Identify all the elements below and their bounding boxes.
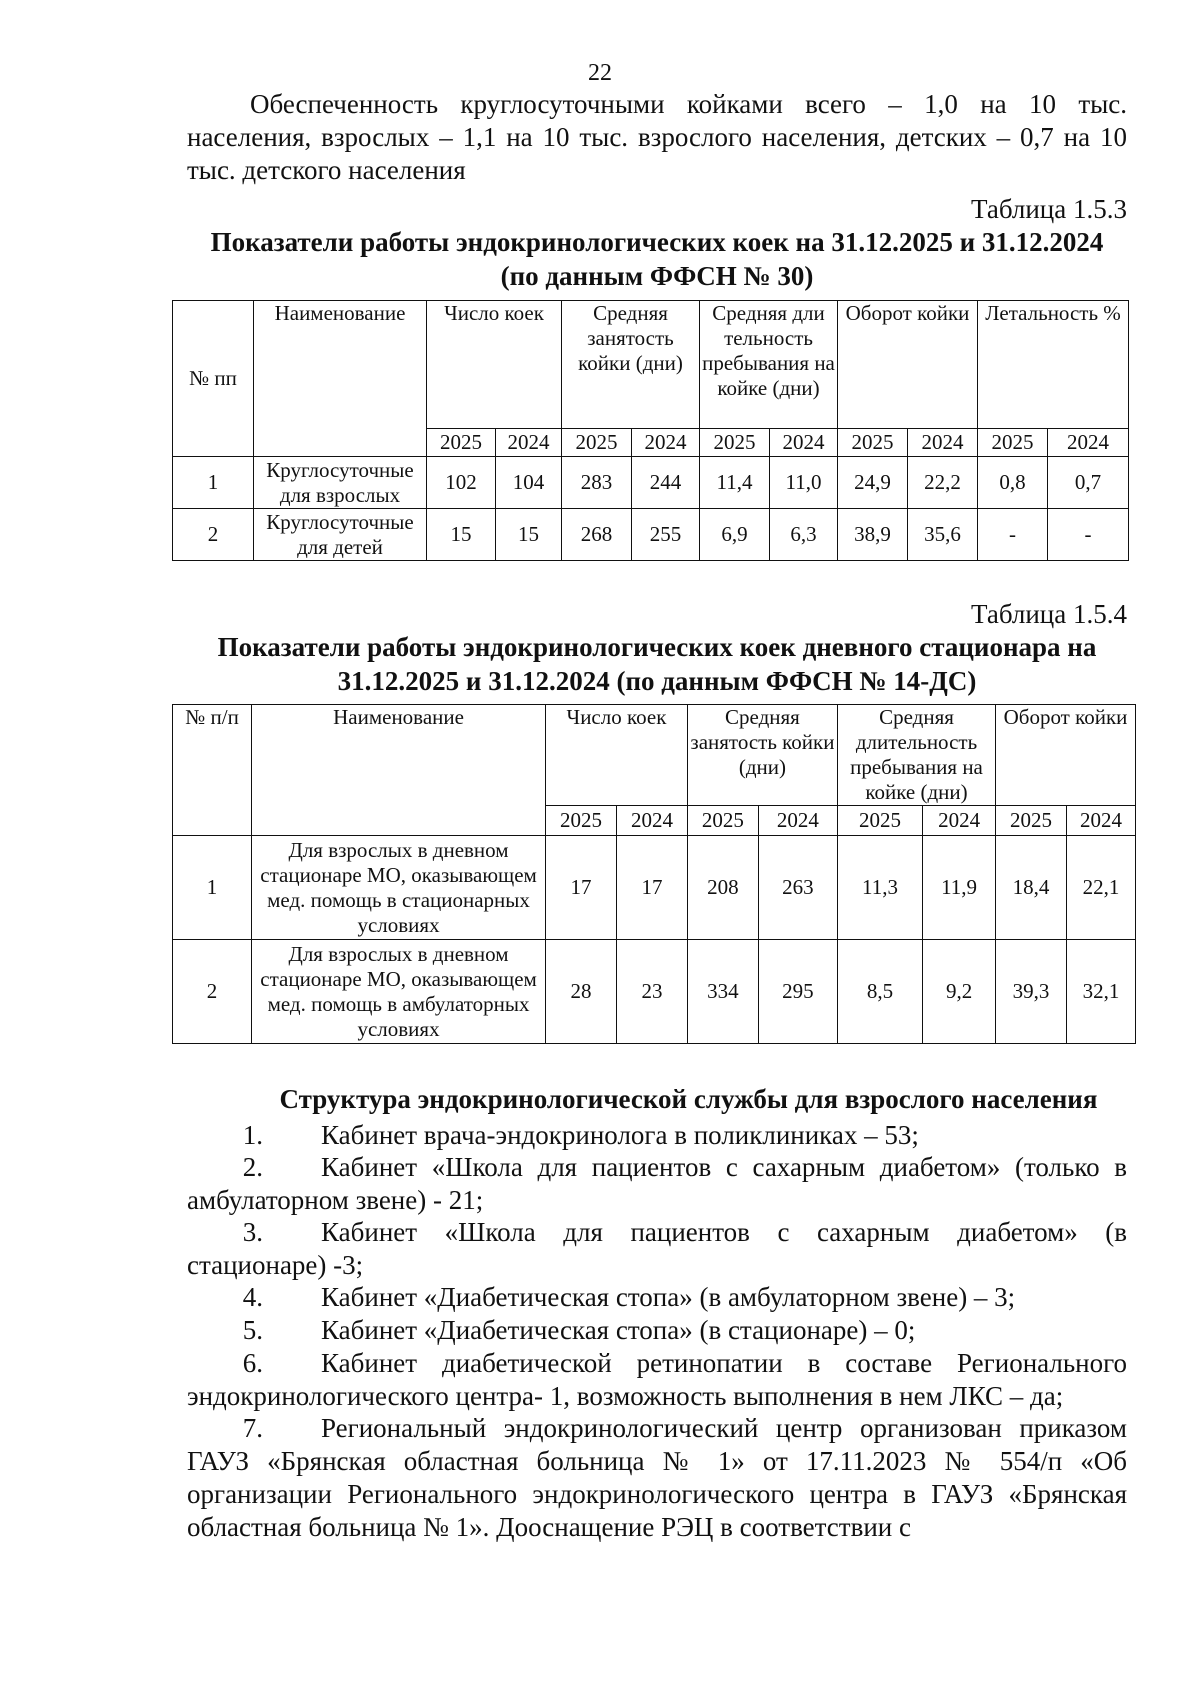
table-cell: 22,1	[1067, 836, 1136, 940]
table1-year: 2024	[908, 429, 978, 457]
table1-header-turnover: Оборот койки	[838, 301, 978, 429]
table-cell: 244	[632, 457, 700, 509]
list-item-number: 6.	[242, 1348, 263, 1378]
table-cell: 208	[687, 836, 758, 940]
table-cell: 15	[427, 509, 496, 561]
table2-title-line2: 31.12.2025 и 31.12.2024 (по данным ФФСН № 14-ДС)	[337, 666, 977, 696]
table2-year: 2025	[837, 806, 922, 836]
table2-year: 2024	[923, 806, 996, 836]
table2-year: 2025	[996, 806, 1067, 836]
table2-year: 2024	[616, 806, 687, 836]
table1-header-duration: Средняя дли тельность пребывания на койке (дни)	[700, 301, 838, 429]
table-cell: 22,2	[908, 457, 978, 509]
table2-year: 2024	[758, 806, 837, 836]
table-cell: 38,9	[838, 509, 908, 561]
table2-header-occupancy: Средняя занятость койки (дни)	[687, 705, 837, 806]
intro-paragraph	[187, 88, 1127, 187]
table1-header-lethality: Летальность %	[978, 301, 1129, 429]
table1-title-line2: (по данным ФФСН № 30)	[500, 261, 814, 291]
table-cell: 6,9	[700, 509, 770, 561]
table1-year: 2025	[700, 429, 770, 457]
table-cell: 104	[496, 457, 562, 509]
table1-header-beds: Число коек	[427, 301, 562, 429]
table-cell: 0,8	[978, 457, 1048, 509]
table-cell: 17	[616, 836, 687, 940]
table-cell: 102	[427, 457, 496, 509]
list-item	[187, 1412, 1127, 1544]
table-cell: 6,3	[770, 509, 838, 561]
table-row	[173, 509, 1129, 561]
list-item-text: Кабинет «Диабетическая стопа» (в амбулаторном звене) – 3;	[321, 1282, 1016, 1312]
table1-row1-name: Круглосуточные для взрослых	[254, 457, 427, 509]
list-item	[187, 1347, 1127, 1413]
list-item	[187, 1281, 1127, 1314]
table-cell: 295	[758, 940, 837, 1044]
table2-year: 2025	[687, 806, 758, 836]
table1-row2-name: Круглосуточные для детей	[254, 509, 427, 561]
table2-row1-num: 1	[173, 836, 252, 940]
list-item-number: 2.	[242, 1152, 263, 1182]
table-row	[173, 836, 1136, 940]
table-cell: 17	[546, 836, 617, 940]
table-cell: 255	[632, 509, 700, 561]
table1-year: 2024	[632, 429, 700, 457]
list-item-text: Региональный эндокринологический центр организован приказом ГАУЗ «Брянская областная больница № 1» от 17.11.2023 № 554/п «Об организации Регионального эндокринологического центра в ГАУЗ «Брянская областная больница № 1». Дооснащение РЭЦ в соответствии с	[187, 1413, 1127, 1542]
table2-header-beds: Число коек	[546, 705, 688, 806]
table-cell: 28	[546, 940, 617, 1044]
list-item-text: Кабинет «Школа для пациентов с сахарным диабетом» (в стационаре) -3;	[187, 1217, 1127, 1280]
table-cell: 11,0	[770, 457, 838, 509]
list-item-text: Кабинет «Школа для пациентов с сахарным диабетом» (только в амбулаторном звене) - 21;	[187, 1152, 1127, 1215]
list-item-text: Кабинет врача-эндокринолога в поликлиниках – 53;	[321, 1120, 919, 1150]
table1	[172, 300, 1129, 561]
table1-label: Таблица 1.5.3	[971, 194, 1127, 224]
table2-header-turnover: Оборот койки	[996, 705, 1136, 806]
section-heading: Структура эндокринологической службы для взрослого населения	[279, 1084, 1098, 1114]
table1-header-num: № пп	[173, 301, 254, 457]
table-cell: 15	[496, 509, 562, 561]
table1-year: 2025	[978, 429, 1048, 457]
page-number: 22	[588, 60, 612, 86]
table1-year: 2025	[562, 429, 632, 457]
table-cell: 23	[616, 940, 687, 1044]
intro-text: Обеспеченность круглосуточными койками всего – 1,0 на 10 тыс. населения, взрослых – 1,1 на 10 тыс. взрослого населения, детских – 0,7 на 10 тыс. детского населения	[187, 89, 1127, 185]
table-cell: 35,6	[908, 509, 978, 561]
table2	[172, 704, 1136, 1044]
table1-year: 2025	[838, 429, 908, 457]
table2-year: 2024	[1067, 806, 1136, 836]
table-cell: 8,5	[837, 940, 922, 1044]
table1-row2-num: 2	[173, 509, 254, 561]
table-cell: 263	[758, 836, 837, 940]
table-cell: 0,7	[1048, 457, 1129, 509]
table1-row1-num: 1	[173, 457, 254, 509]
table-cell: -	[1048, 509, 1129, 561]
table2-row2-name: Для взрослых в дневном стационаре МО, оказывающем мед. помощь в амбулаторных условиях	[252, 940, 546, 1044]
table2-row2-num: 2	[173, 940, 252, 1044]
table2-header-duration: Средняя длительность пребывания на койке (дни)	[837, 705, 995, 806]
table2-title-line1: Показатели работы эндокринологических коек дневного стационара на	[217, 632, 1097, 662]
table1-title-line1: Показатели работы эндокринологических коек на 31.12.2025 и 31.12.2024	[210, 227, 1104, 257]
list-item-number: 7.	[242, 1413, 263, 1443]
table-cell: 24,9	[838, 457, 908, 509]
list-item-text: Кабинет «Диабетическая стопа» (в стационаре) – 0;	[321, 1315, 916, 1345]
table1-header-name: Наименование	[254, 301, 427, 457]
table2-title	[187, 630, 1127, 698]
list-item	[187, 1119, 1127, 1152]
table-cell: 18,4	[996, 836, 1067, 940]
table-cell: 11,3	[837, 836, 922, 940]
table1-year: 2024	[496, 429, 562, 457]
list-item	[187, 1216, 1127, 1282]
list-item	[187, 1151, 1127, 1217]
table1-title	[187, 225, 1127, 293]
table2-header-num: № п/п	[173, 705, 252, 836]
list-item-number: 5.	[242, 1315, 263, 1345]
table2-header-name: Наименование	[252, 705, 546, 836]
table2-label: Таблица 1.5.4	[971, 599, 1127, 629]
table1-header-occupancy: Средняя занятость койки (дни)	[562, 301, 700, 429]
table2-year: 2025	[546, 806, 617, 836]
list-item-number: 3.	[242, 1217, 263, 1247]
list-item-text: Кабинет диабетической ретинопатии в составе Регионального эндокринологического центра- 1, возможность выполнения в нем ЛКС – да;	[187, 1348, 1127, 1411]
table-cell: 32,1	[1067, 940, 1136, 1044]
table-cell: 334	[687, 940, 758, 1044]
table-cell: 283	[562, 457, 632, 509]
list-item-number: 4.	[242, 1282, 263, 1312]
list-item	[187, 1314, 1127, 1347]
table1-year: 2025	[427, 429, 496, 457]
table-row	[173, 457, 1129, 509]
table-cell: 11,9	[923, 836, 996, 940]
table-cell: 9,2	[923, 940, 996, 1044]
table-cell: -	[978, 509, 1048, 561]
table-cell: 268	[562, 509, 632, 561]
table-cell: 39,3	[996, 940, 1067, 1044]
table-row	[173, 940, 1136, 1044]
table-cell: 11,4	[700, 457, 770, 509]
table1-year: 2024	[1048, 429, 1129, 457]
table2-row1-name: Для взрослых в дневном стационаре МО, оказывающем мед. помощь в стационарных условиях	[252, 836, 546, 940]
table1-year: 2024	[770, 429, 838, 457]
list-item-number: 1.	[242, 1120, 263, 1150]
